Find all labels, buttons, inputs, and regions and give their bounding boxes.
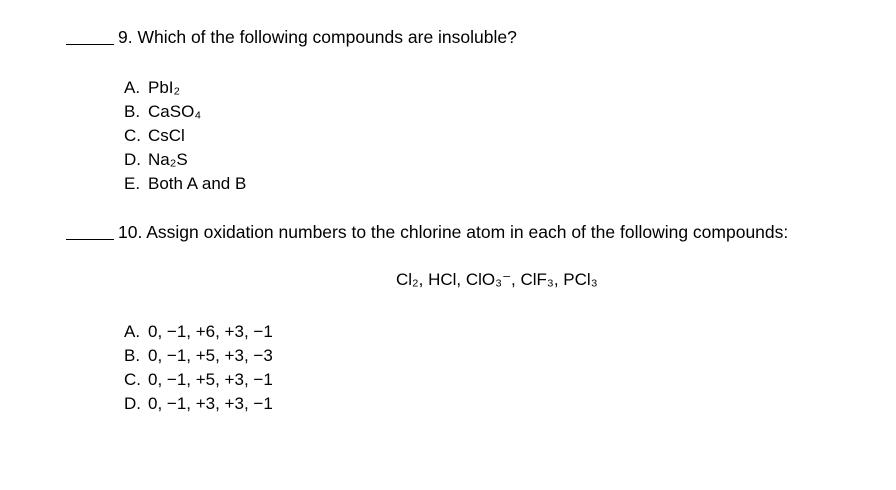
choice-9-c [124,126,185,146]
choice-letter: B. [124,346,141,365]
choice-text: 0, −1, +5, +3, −1 [148,370,273,389]
choice-text: 0, −1, +3, +3, −1 [148,394,273,413]
question-10-text: 10. Assign oxidation numbers to the chlorine atom in each of the following compounds: [118,222,789,242]
choice-9-d [124,150,188,170]
choice-letter: C. [124,126,141,145]
choice-letter: A. [124,78,141,97]
choice-text: Both A and B [148,174,247,193]
choice-10-a [124,322,273,342]
choice-letter: D. [124,150,141,169]
choice-10-c [124,370,273,390]
choice-text: PbI₂ [148,78,181,97]
choice-9-b [124,102,201,122]
question-9-text: 9. Which of the following compounds are insoluble? [118,27,517,47]
choice-10-d [124,394,273,414]
choice-text: 0, −1, +6, +3, −1 [148,322,273,341]
choice-letter: C. [124,370,141,389]
choice-letter: B. [124,102,141,121]
choice-9-e [124,174,246,194]
choice-10-b [124,346,273,366]
choice-text: 0, −1, +5, +3, −3 [148,346,273,365]
choice-letter: A. [124,322,141,341]
choice-9-a [124,78,180,98]
answer-blank-q9[interactable] [66,44,114,45]
choice-letter: E. [124,174,141,193]
choice-text: Na₂S [148,150,188,169]
choice-letter: D. [124,394,141,413]
answer-blank-q10[interactable] [66,239,114,240]
choice-text: CaSO₄ [148,102,202,121]
compound-formulas: Cl₂, HCl, ClO₃⁻, ClF₃, PCl₃ [396,270,598,289]
choice-text: CsCl [148,126,185,145]
